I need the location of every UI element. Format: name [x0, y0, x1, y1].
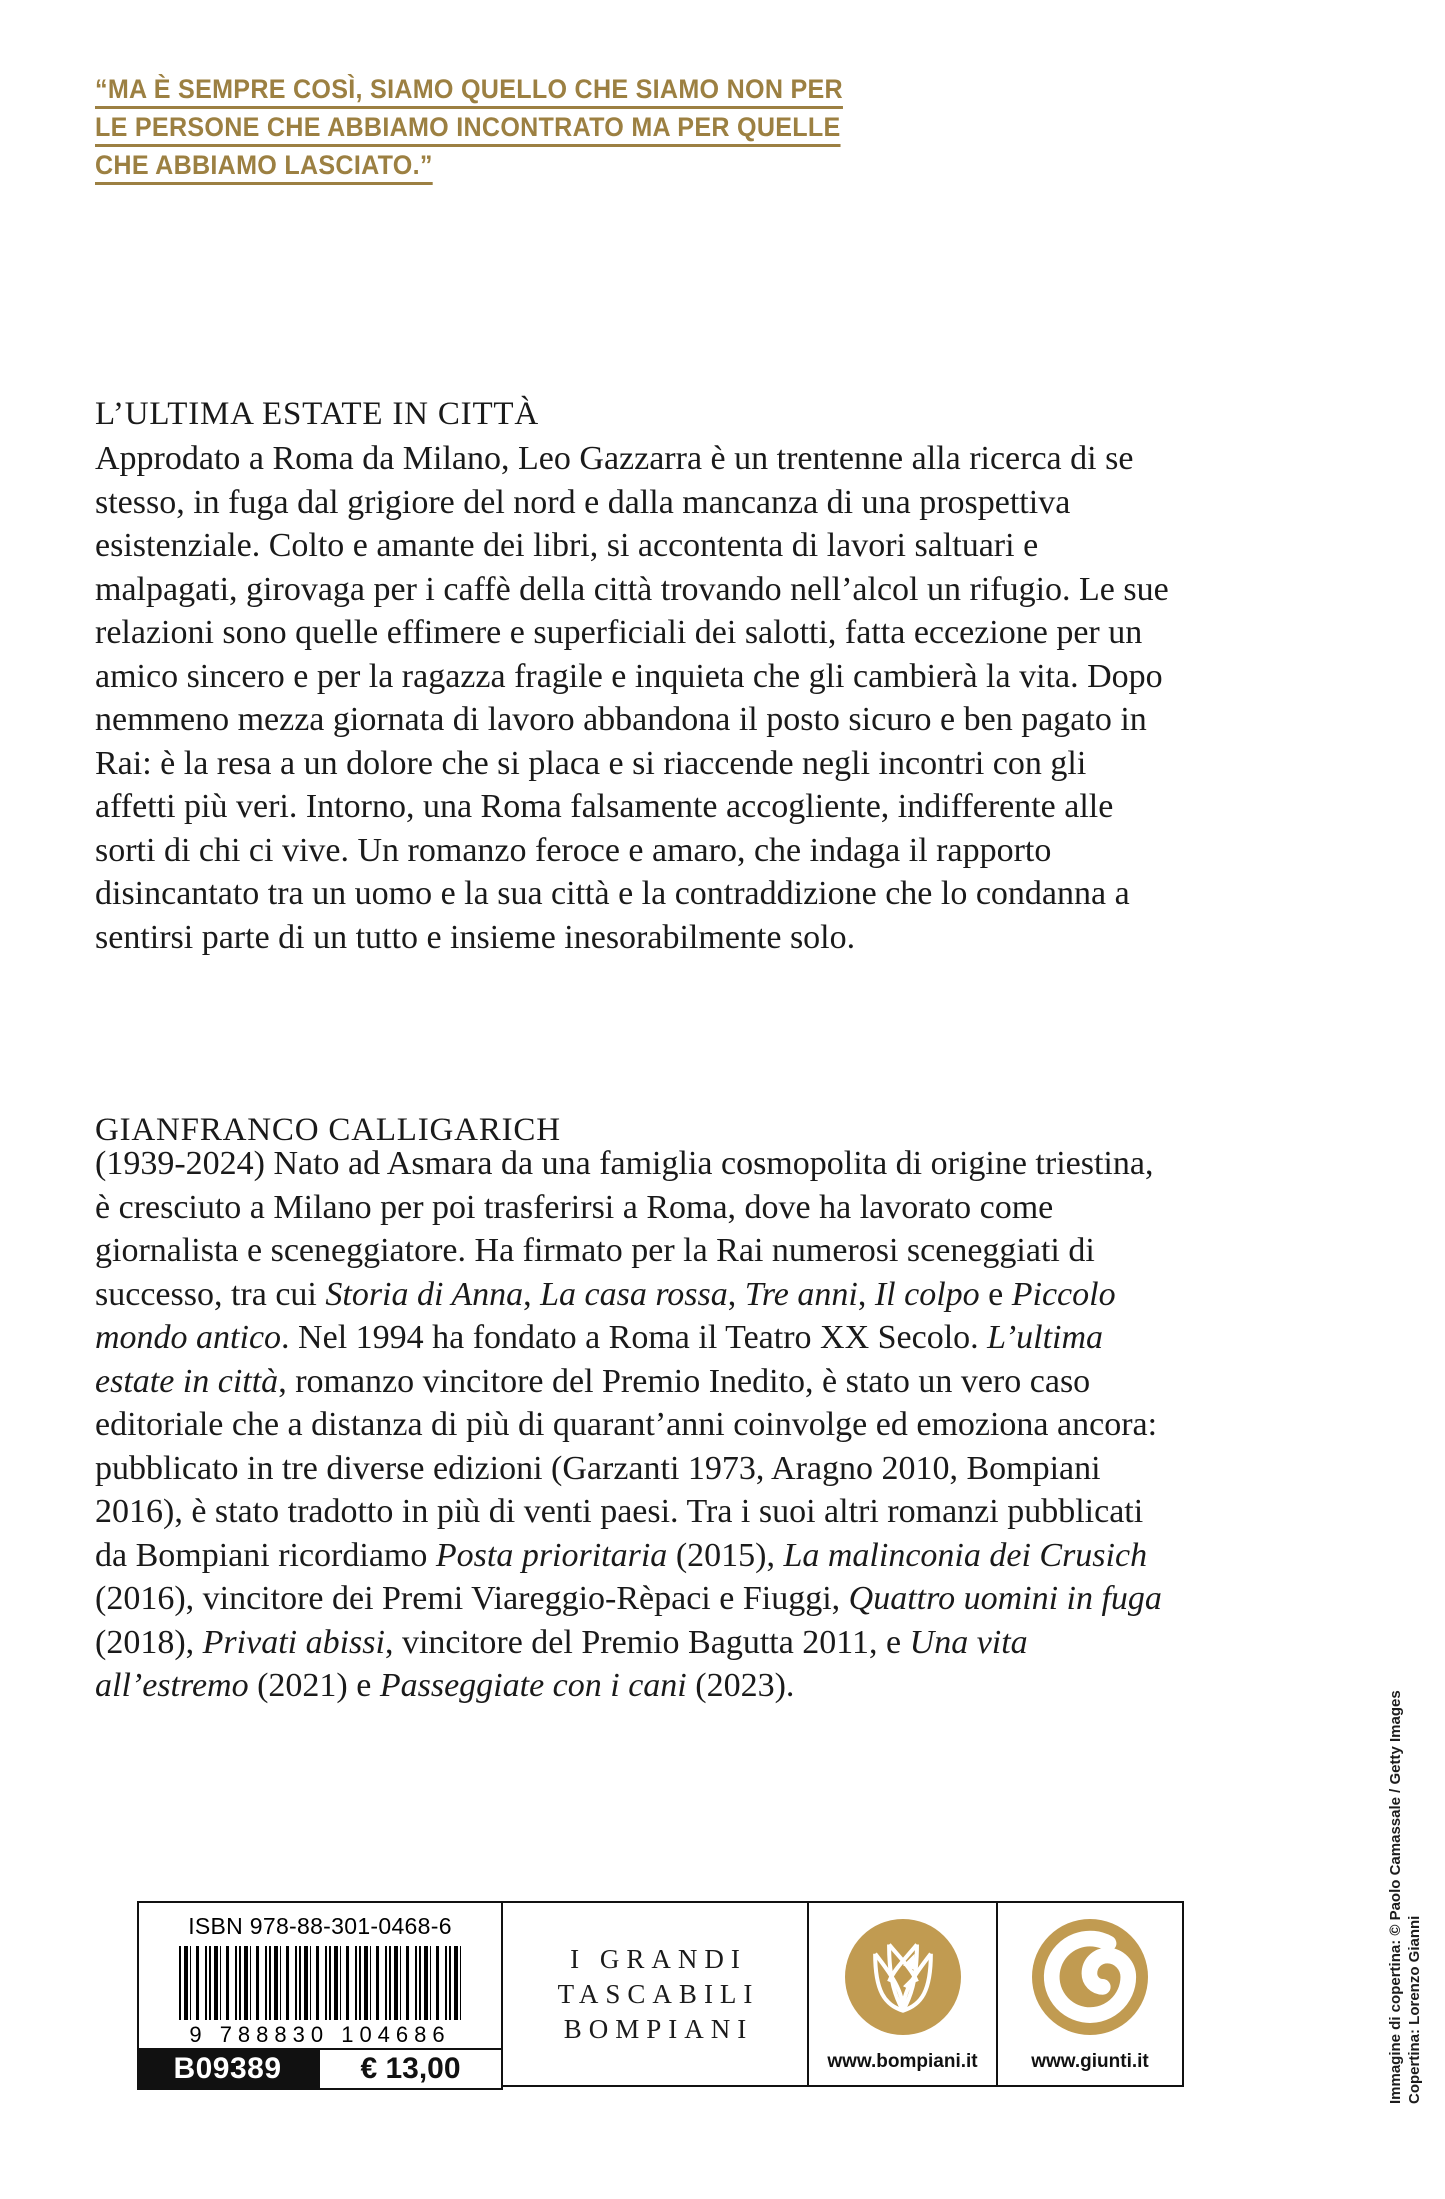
- credits-box: [1386, 1546, 1426, 2106]
- series-box: [501, 1901, 809, 2087]
- bompiani-box: [807, 1901, 998, 2087]
- giunti-box: [996, 1901, 1184, 2087]
- isbn-label: ISBN 978-88-301-0468-6: [188, 1913, 452, 1939]
- book-title: L’ULTIMA ESTATE IN CITTÀ: [95, 396, 540, 432]
- bompiani-url: www.bompiani.it: [827, 2051, 978, 2072]
- series-name: I GRANDI TASCABILI BOMPIANI: [557, 1943, 760, 2044]
- bompiani-logo-icon: [845, 1919, 961, 2035]
- price: € 13,00: [318, 2048, 503, 2090]
- edition-code: B09389: [137, 2048, 318, 2090]
- giunti-url: www.giunti.it: [1031, 2051, 1149, 2072]
- author-name: GIANFRANCO CALLIGARICH: [95, 1112, 561, 1148]
- barcode-digits: 9 788830 104686: [189, 2022, 451, 2047]
- code-price-row: [137, 2048, 503, 2090]
- cover-credits: [1386, 1546, 1424, 2104]
- credit-image: Immagine di copertina: © Paolo Camassale / Getty Images: [1387, 1690, 1404, 2104]
- footer-strip: [137, 1901, 1190, 2087]
- giunti-logo-icon: [1032, 1919, 1148, 2035]
- author-bio: (1939-2024) Nato ad Asmara da una famiglia cosmopolita di origine triestina, è cresciuto a Milano per poi trasferirsi a Roma, dove ha lavorato come giornalista e sceneggiatore. Ha firmato per la Rai numerosi sceneggiati di successo, tra cui Storia di Anna, La casa rossa, Tre anni, Il colpo e Piccolo mondo antico. Nel 1994 ha fondato a Roma il Teatro XX Secolo. L’ultima estate in città, romanzo vincitore del Premio Inedito, è stato un vero caso editoriale che a distanza di più di quarant’anni coinvolge ed emoziona ancora: pubblicato in tre diverse edizioni (Garzanti 1973, Aragno 2010, Bompiani 2016), è stato tradotto in più di venti paesi. Tra i suoi altri romanzi pubblicati da Bompiani ricordiamo Posta prioritaria (2015), La malinconia dei Crusich (2016), vincitore dei Premi Viareggio-Rèpaci e Fiuggi, Quattro uomini in fuga (2018), Privati abissi, vincitore del Premio Bagutta 2011, e Una vita all’estremo (2021) e Passeggiate con i cani (2023).: [95, 1145, 1162, 1704]
- barcode-image: [179, 1946, 461, 2020]
- cover-quote: “MA È SEMPRE COSÌ, SIAMO QUELLO CHE SIAMO NON PER LE PERSONE CHE ABBIAMO INCONTRATO MA PER QUELLE CHE ABBIAMO LASCIATO.”: [95, 74, 843, 180]
- synopsis-text: Approdato a Roma da Milano, Leo Gazzarra è un trentenne alla ricerca di se stesso, in fuga dal grigiore del nord e dalla mancanza di una prospettiva esistenziale. Colto e amante dei libri, si accontenta di lavori saltuari e malpagati, girovaga per i caffè della città trovando nell’alcol un rifugio. Le sue relazioni sono quelle effimere e superficiali dei salotti, fatta eccezione per un amico sincero e per la ragazza fragile e inquieta che gli cambierà la vita. Dopo nemmeno mezza giornata di lavoro abbandona il posto sicuro e ben pagato in Rai: è la resa a un dolore che si placa e si riaccende negli incontri con gli affetti più veri. Intorno, una Roma falsamente accogliente, indifferente alle sorti di chi ci vive. Un romanzo feroce e amaro, che indaga il rapporto disincantato tra un uomo e la sua città e la contraddizione che lo condanna a sentirsi parte di un tutto e insieme inesorabilmente solo.: [95, 440, 1169, 956]
- credit-design: Copertina: Lorenzo Gianni: [1406, 1915, 1423, 2104]
- barcode-column: [137, 1901, 503, 2087]
- barcode-box: [137, 1901, 503, 2050]
